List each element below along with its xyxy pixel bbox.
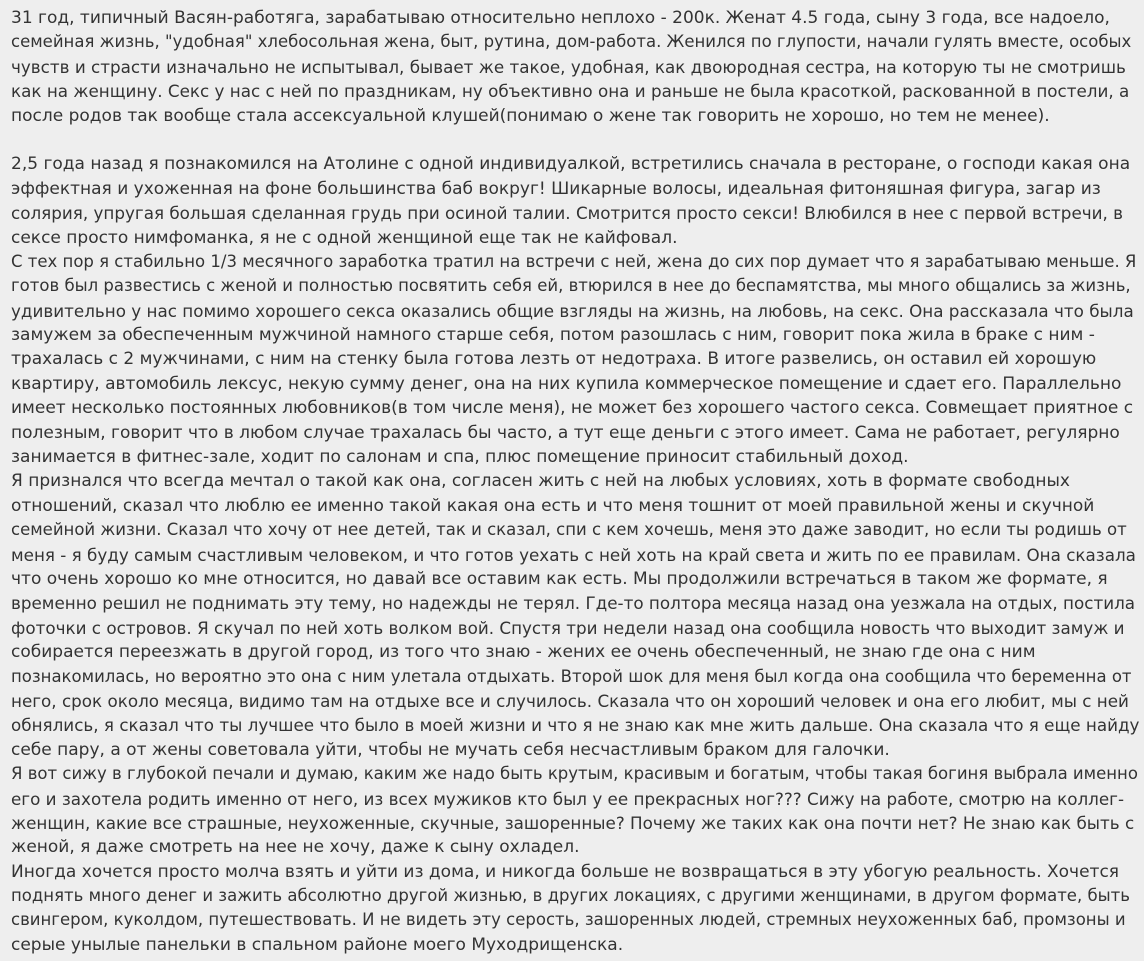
post-line: меня - я буду самым счастливым человеком, и что готов уехать с ней хоть на край света и жить по ее правилам. Она сказала [11, 544, 1136, 565]
post-line: 2,5 года назад я познакомился на Атолине с одной индивидуалкой, встретились сначала в ресторане, о господи какая она [11, 154, 1131, 175]
post-line: женой, я даже смотреть на нее не хочу, даже к сыну охладел. [11, 837, 580, 858]
post-line: его и захотела родить именно от него, из всех мужиков кто был у ее прекрасных ног??? Сижу на работе, смотрю на коллег- [11, 788, 1125, 809]
post-line: фоточки с островов. Я скучал по ней хоть волком вой. Спустя три недели назад она сообщила новость что выходит замуж и [11, 617, 1125, 638]
post-line: познакомилась, но вероятно это она с ним улетала отдыхать. Второй шок для меня был когда она сообщила что беременна от [11, 666, 1132, 686]
post-line: отношений, сказал что люблю ее именно такой какая она есть и что меня тошнит от моей правильной жены и скучной [11, 495, 1095, 516]
post-line: него, срок около месяца, видимо там на отдыхе все и случилось. Сказала что он хороший человек и она его любит, мы с ней [11, 690, 1129, 711]
post-body [11, 6, 1139, 957]
post-line: замужем за обеспеченным мужчиной намного старше себя, потом разошлась с ним, говорит пока жила в браке с ним - [11, 325, 1095, 346]
post-line: Иногда хочется просто молча взять и уйти из дома, и никогда больше не возвращаться в эту убогую реальность. Хочется [11, 861, 1120, 882]
post-line: Я вот сижу в глубокой печали и думаю, каким же надо быть крутым, красивым и богатым, чтобы такая богиня выбрала именно [11, 764, 1138, 784]
post-line: что очень хорошо ко мне относится, но давай все оставим как есть. Мы продолжили встречаться в таком же формате, я [11, 568, 1108, 589]
post-line: поднять много денег и зажить абсолютно другой жизнью, в других локациях, с другими женщинами, в другом формате, быть [11, 886, 1130, 906]
post-line: собирается переезжать в другой город, из того что знаю - жених ее очень обеспеченный, не знаю где она с ним [11, 642, 1036, 663]
post-line: временно решил не поднимать эту тему, но надежды не терял. Где-то полтора месяца назад она уезжала на отдых, постила [11, 593, 1136, 614]
post-line: чувств и страсти изначально не испытывал, бывает же такое, удобная, как двоюродная сестра, на которую ты не смотришь [11, 56, 1126, 77]
post-line: семейная жизнь, "удобная" хлебосольная жена, быт, рутина, дом-работа. Женился по глупости, начали гулять вместе, особых [11, 32, 1132, 52]
post-line: обнялись, я сказал что ты лучшее что было в моей жизни и что я не знаю как мне жить дальше. Она сказала что я еще найду [11, 715, 1140, 736]
post-line: сексе просто нимфоманка, я не с одной женщиной еще так не кайфовал. [11, 227, 678, 248]
post-line: готов был развестись с женой и полностью посвятить себя ей, втюрился в нее до беспамятства, мы много общались за жизнь, [11, 276, 1131, 296]
post-line: Я признался что всегда мечтал о такой как она, согласен жить с ней на любых условиях, хоть в формате свободных [11, 471, 1070, 492]
post-line: квартиру, автомобиль лексус, некую сумму денег, она на них купила коммерческое помещение и сдает его. Параллельно [11, 373, 1122, 394]
post-line: полезным, говорит что в любом случае трахалась бы часто, а тут еще деньги с этого имеет. Сама не работает, регулярно [11, 422, 1120, 443]
post-line: имеет несколько постоянных любовников(в том числе меня), не может без хорошего частого секса. Совмещает приятное с [11, 398, 1134, 419]
paragraph-gap [11, 128, 1139, 152]
post-line: после родов так вообще стала ассексуальной клушей(понимаю о жене так говорить не хорошо, но тем не менее). [11, 105, 1050, 126]
post-line: эффектная и ухоженная на фоне большинства баб вокруг! Шикарные волосы, идеальная фитоняшная фигура, загар из [11, 178, 1101, 199]
post-line: трахалась с 2 мужчинами, с ним на стенку была готова лезть от недотраха. В итоге развелись, он оставил ей хорошую [11, 349, 1097, 370]
post-line: женщин, какие все страшные, неухоженные, скучные, зашоренные? Почему же таких как она почти нет? Не знаю как быть с [11, 812, 1135, 833]
post-line: солярия, упругая большая сделанная грудь при осиной талии. Смотрится просто секси! Влюбился в нее с первой встречи, в [11, 203, 1124, 224]
post-line: занимается в фитнес-зале, ходит по салонам и спа, плюс помещение приносит стабильный доход. [11, 447, 909, 468]
post-line: серые унылые панельки в спальном районе моего Муходрищенска. [11, 934, 624, 955]
post-line: 31 год, типичный Васян-работяга, зарабатываю относительно неплохо - 200к. Женат 4.5 года, сыну 3 года, все надоело, [11, 8, 1110, 28]
post-paragraph-2 [11, 152, 1139, 957]
post-line: себе пару, а от жены советовала уйти, чтобы не мучать себя несчастливым браком для галочки. [11, 739, 890, 760]
post-line: как на женщину. Секс у нас с ней по праздникам, ну объективно она и раньше не была красоткой, раскованной в постели, а [11, 81, 1130, 102]
post-line: С тех пор я стабильно 1/3 месячного заработка тратил на встречи с ней, жена до сих пор думает что я зарабатываю меньше. Я [11, 251, 1137, 271]
post-line: семейной жизни. Сказал что хочу от нее детей, так и сказал, спи с кем хочешь, меня это даже заводит, но если ты родишь от [11, 520, 1127, 540]
post-line: свингером, куколдом, путешествовать. И не видеть эту серость, зашоренных людей, стремных неухоженных баб, промзоны и [11, 910, 1126, 930]
post-line: удивительно у нас помимо хорошего секса оказались общие взгляды на жизнь, на любовь, на секс. Она рассказала что была [11, 300, 1134, 321]
post-paragraph-1 [11, 6, 1139, 128]
